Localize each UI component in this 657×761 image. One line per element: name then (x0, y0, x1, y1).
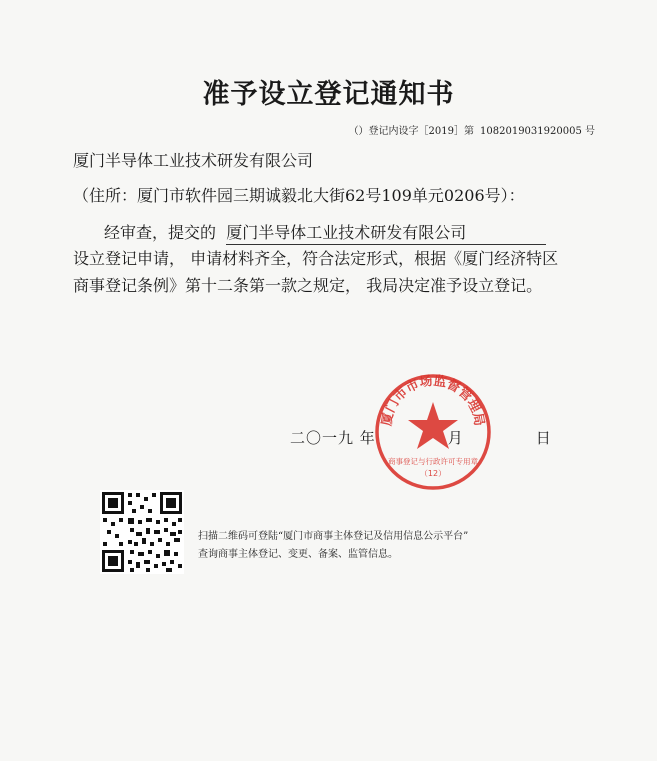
date-year: 二〇一九 年 (290, 429, 376, 447)
document-number-value: 1082019031920005 号 (480, 126, 595, 137)
qr-instructions (198, 528, 468, 564)
qr-instruction-line-2: 查询商事主体登记、变更、备案、监管信息。 (198, 549, 398, 560)
body-paragraph-line-3: 商事登记条例》第十二条第一款之规定， 我局决定准予设立登记。 (73, 276, 543, 295)
review-prefix: 经审查，提交的 (104, 223, 217, 242)
company-address: （住所：厦门市软件园三期诚毅北大街62号109单元0206号）： (73, 186, 525, 205)
document-title: 准予设立登记通知书 (202, 79, 455, 110)
svg-text:商事登记与行政许可专用章: 商事登记与行政许可专用章 (388, 457, 478, 466)
svg-text:（12）: （12） (419, 469, 447, 478)
svg-text:厦门市市场监督管理局: 厦门市市场监督管理局 (379, 373, 487, 428)
body-paragraph-line-1 (104, 220, 546, 245)
official-seal-stamp (373, 372, 493, 492)
submitted-company: 厦门半导体工业技术研发有限公司 (226, 220, 546, 245)
company-name: 厦门半导体工业技术研发有限公司 (73, 151, 314, 170)
qr-instruction-line-1: 扫描二维码可登陆“厦门市商事主体登记及信用信息公示平台” (198, 531, 469, 542)
body-paragraph-line-2: 设立登记申请， 申请材料齐全，符合法定形式，根据《厦门经济特区 (73, 249, 559, 268)
document-number-prefix: （）登记内设字［2019］第 (348, 126, 475, 137)
qr-code[interactable] (100, 490, 184, 574)
date-day: 日 (535, 429, 552, 447)
date-month: 月 (447, 429, 464, 447)
document-number (343, 122, 595, 137)
